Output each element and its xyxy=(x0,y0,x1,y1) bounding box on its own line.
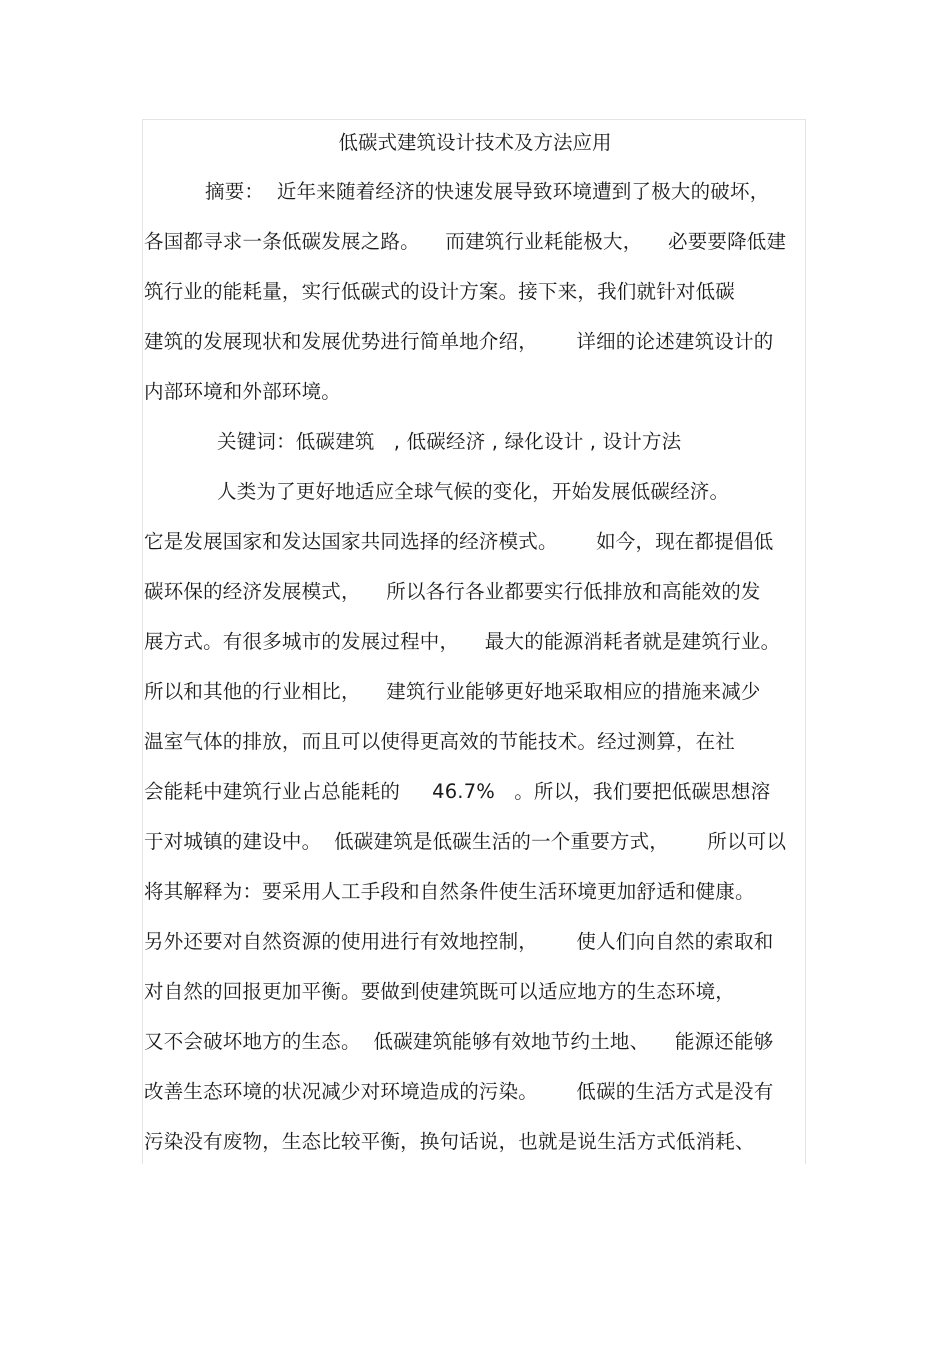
body-line-8: 于对城镇的建设中。 低碳建筑是低碳生活的一个重要方式， 所以可以 xyxy=(144,830,787,853)
body-line-10: 另外还要对自然资源的使用进行有效地控制， 使人们向自然的索取和 xyxy=(144,930,774,953)
keywords-line: 关键词：低碳建筑 , 低碳经济 , 绿化设计 , 设计方法 xyxy=(217,430,682,453)
body-line-2: 它是发展国家和发达国家共同选择的经济模式。 如今，现在都提倡低 xyxy=(144,530,774,553)
body-line-9: 将其解释为：要采用人工手段和自然条件使生活环境更加舒适和健康。 xyxy=(144,880,755,903)
abstract-line-2: 各国都寻求一条低碳发展之路。 而建筑行业耗能极大， 必要要降低建 xyxy=(144,230,787,253)
document-title: 低碳式建筑设计技术及方法应用 xyxy=(338,131,612,154)
body-line-13: 改善生态环境的状况减少对环境造成的污染。 低碳的生活方式是没有 xyxy=(144,1080,774,1103)
abstract-line-1: 摘要： 近年来随着经济的快速发展导致环境遭到了极大的破坏， xyxy=(205,180,770,203)
body-line-14: 污染没有废物，生态比较平衡，换句话说，也就是说生活方式低消耗、 xyxy=(144,1130,755,1153)
body-line-4: 展方式。有很多城市的发展过程中， 最大的能源消耗者就是建筑行业。 xyxy=(144,630,781,653)
abstract-line-3: 筑行业的能耗量，实行低碳式的设计方案。接下来，我们就针对低碳 xyxy=(144,280,736,303)
body-line-11: 对自然的回报更加平衡。要做到使建筑既可以适应地方的生态环境， xyxy=(144,980,736,1003)
abstract-line-5: 内部环境和外部环境。 xyxy=(144,380,342,403)
abstract-line-4: 建筑的发展现状和发展优势进行简单地介绍， 详细的论述建筑设计的 xyxy=(144,330,774,353)
body-line-3: 碳环保的经济发展模式， 所以各行各业都要实行低排放和高能效的发 xyxy=(144,580,761,603)
body-line-5: 所以和其他的行业相比， 建筑行业能够更好地采取相应的措施来减少 xyxy=(144,680,761,703)
body-line-12: 又不会破坏地方的生态。 低碳建筑能够有效地节约土地、 能源还能够 xyxy=(144,1030,774,1053)
body-line-6: 温室气体的排放，而且可以使得更高效的节能技术。经过测算，在社 xyxy=(144,730,736,753)
body-line-7: 会能耗中建筑行业占总能耗的 46.7% 。所以，我们要把低碳思想溶 xyxy=(144,780,771,803)
body-line-1: 人类为了更好地适应全球气候的变化，开始发展低碳经济。 xyxy=(217,480,730,503)
